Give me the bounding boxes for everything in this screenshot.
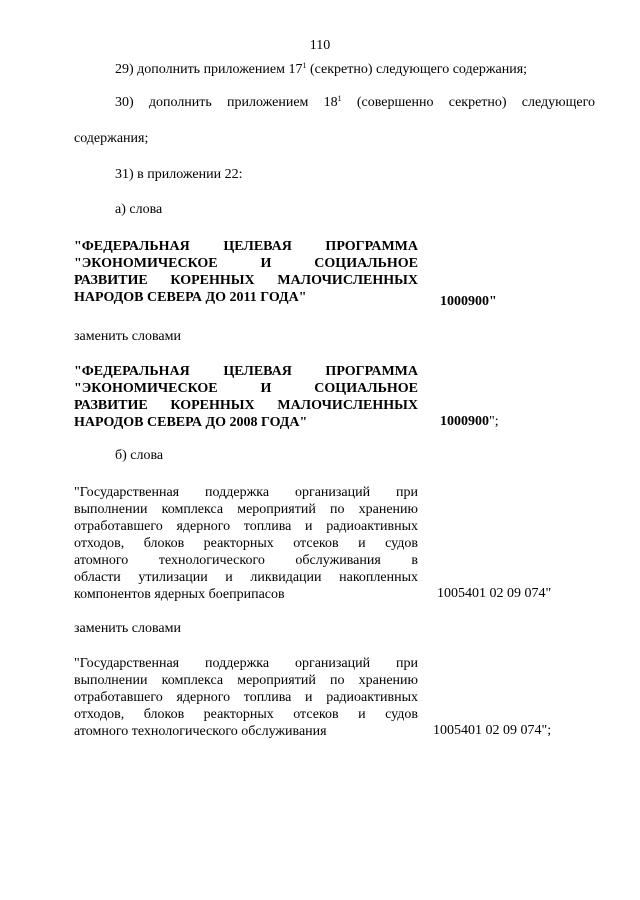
block-2-line: РАЗВИТИЕ КОРЕННЫХ МАЛОЧИСЛЕННЫХ [74,398,418,413]
block-4-line: выполнении комплекса мероприятий по хранению [74,673,418,688]
block-1-text [74,238,418,306]
item-29-sup: 1 [302,61,307,70]
block-1-line: РАЗВИТИЕ КОРЕННЫХ МАЛОЧИСЛЕННЫХ [74,273,418,288]
block-2-code-number: 1000900 [440,414,489,429]
block-1-line: НАРОДОВ СЕВЕРА ДО 2011 ГОДА" [74,290,307,305]
block-1-code: 1000900" [440,294,497,309]
block-3-text [74,484,418,603]
block-3-line: компонентов ядерных боеприпасов [74,587,285,602]
sub-item-a: а) слова [115,202,163,217]
item-30-continuation: содержания; [74,131,149,146]
replace-label-2: заменить словами [74,621,181,636]
item-29-prefix: 29) дополнить приложением 17 [115,62,303,77]
block-2-line: НАРОДОВ СЕВЕРА ДО 2008 ГОДА" [74,415,308,430]
block-2-line: "ЭКОНОМИЧЕСКОЕ И СОЦИАЛЬНОЕ [74,381,418,396]
block-4-line: "Государственная поддержка организаций при [74,656,418,671]
block-4-text [74,655,418,740]
item-31: 31) в приложении 22: [115,167,243,182]
page-number: 110 [309,38,331,53]
block-3-line: атомного технологического обслуживания в [74,553,418,568]
block-4-line: отходов, блоков реакторных отсеков и судов [74,707,418,722]
replace-label-1: заменить словами [74,329,181,344]
block-3-line: выполнении комплекса мероприятий по хранению [74,502,418,517]
block-2-code [440,414,499,430]
item-30 [115,95,595,111]
block-4-line: отработавшего ядерного топлива и радиоактивных [74,690,418,705]
block-2-text [74,363,418,431]
block-4-line: атомного технологического обслуживания [74,724,327,739]
block-1-line: "ЭКОНОМИЧЕСКОЕ И СОЦИАЛЬНОЕ [74,256,418,271]
block-3-code: 1005401 02 09 074" [437,586,552,601]
sub-item-b: б) слова [115,448,164,463]
block-2-code-tail: "; [489,414,499,429]
block-4-code: 1005401 02 09 074"; [433,723,552,738]
block-3-line: области утилизации и ликвидации накопленных [74,570,418,585]
block-3-line: "Государственная поддержка организаций при [74,485,418,500]
block-1-line: "ФЕДЕРАЛЬНАЯ ЦЕЛЕВАЯ ПРОГРАММА [74,239,418,254]
block-3-line: отработавшего ядерного топлива и радиоактивных [74,519,418,534]
block-3-line: отходов, блоков реакторных отсеков и судов [74,536,418,551]
item-30-sup: 1 [337,94,342,103]
item-29 [115,62,527,78]
block-2-line: "ФЕДЕРАЛЬНАЯ ЦЕЛЕВАЯ ПРОГРАММА [74,364,418,379]
item-30-prefix: 30) дополнить приложением 18 [115,95,338,110]
item-30-suffix: (совершенно секретно) следующего [341,95,596,110]
item-29-suffix: (секретно) следующего содержания; [306,62,528,77]
